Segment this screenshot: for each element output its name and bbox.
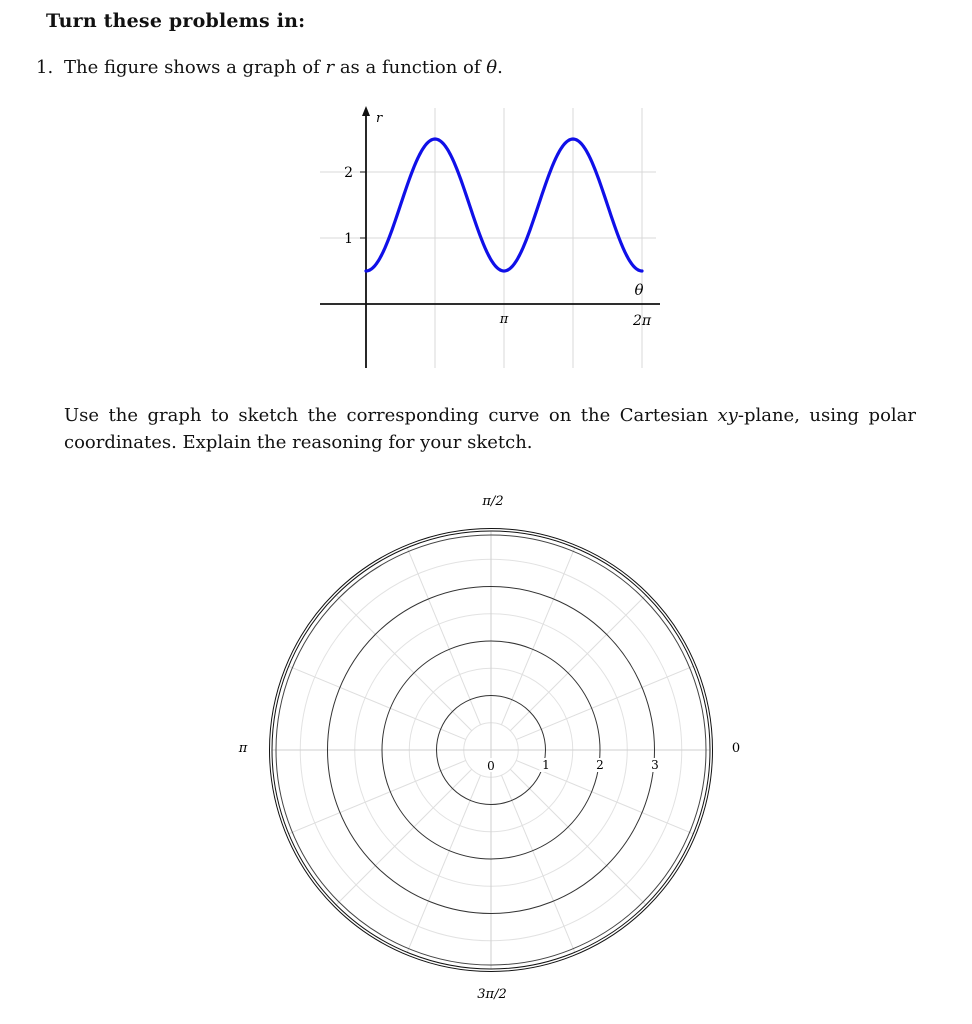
instructions-paragraph xyxy=(64,402,916,456)
angle-label-0: 0 xyxy=(731,741,741,756)
polar-radial-line xyxy=(510,769,646,905)
problem-text-after: . xyxy=(497,57,503,78)
r-theta-graph xyxy=(300,100,670,372)
r-axis-label: r xyxy=(376,111,383,126)
problem-text-middle: as a function of xyxy=(334,57,487,78)
r-axis-arrow-icon xyxy=(362,106,370,116)
polar-radial-line xyxy=(289,760,466,833)
polar-radial-line xyxy=(510,595,646,731)
theta-axis-label: θ xyxy=(634,281,644,299)
problem-text-before: The figure shows a graph of xyxy=(64,57,326,78)
theta-tick-label-pi: π xyxy=(499,312,509,327)
polar-radial-line xyxy=(516,666,693,739)
angle-label-pi-over-2: π/2 xyxy=(482,494,504,509)
polar-radial-line xyxy=(407,775,480,952)
instructions-text-after: -plane, using polar coordinates. Explain the reasoning for your sketch. xyxy=(64,405,916,453)
r-tick-label-1: 1 xyxy=(344,231,353,247)
r-graph-grid xyxy=(320,108,656,368)
polar-radial-line xyxy=(501,548,574,725)
r-tick-label-2: 2 xyxy=(344,165,353,181)
instructions-plane-var: xy xyxy=(717,405,738,426)
polar-minor-grid xyxy=(272,531,710,969)
radius-label-2: 2 xyxy=(596,758,604,772)
section-heading: Turn these problems in: xyxy=(46,10,306,32)
radius-label-0: 0 xyxy=(487,759,495,773)
radius-label-3: 3 xyxy=(651,758,659,772)
polar-grid xyxy=(220,480,760,1020)
problem-statement xyxy=(36,57,503,78)
problem-var-theta: θ xyxy=(486,57,498,78)
angle-label-3pi-over-2: 3π/2 xyxy=(477,987,507,1002)
polar-radial-line xyxy=(289,666,466,739)
instructions-text-before: Use the graph to sketch the corresponding curve on the Cartesian xyxy=(64,405,718,426)
polar-radial-line xyxy=(407,548,480,725)
polar-radial-line xyxy=(336,595,472,731)
polar-radial-line xyxy=(501,775,574,952)
theta-tick-label-2pi: 2π xyxy=(632,313,652,329)
radius-label-1: 1 xyxy=(542,758,550,772)
problem-var-r: r xyxy=(325,57,335,78)
polar-radial-line xyxy=(336,769,472,905)
problem-number: 1. xyxy=(36,57,54,78)
angle-label-pi: π xyxy=(238,741,248,756)
